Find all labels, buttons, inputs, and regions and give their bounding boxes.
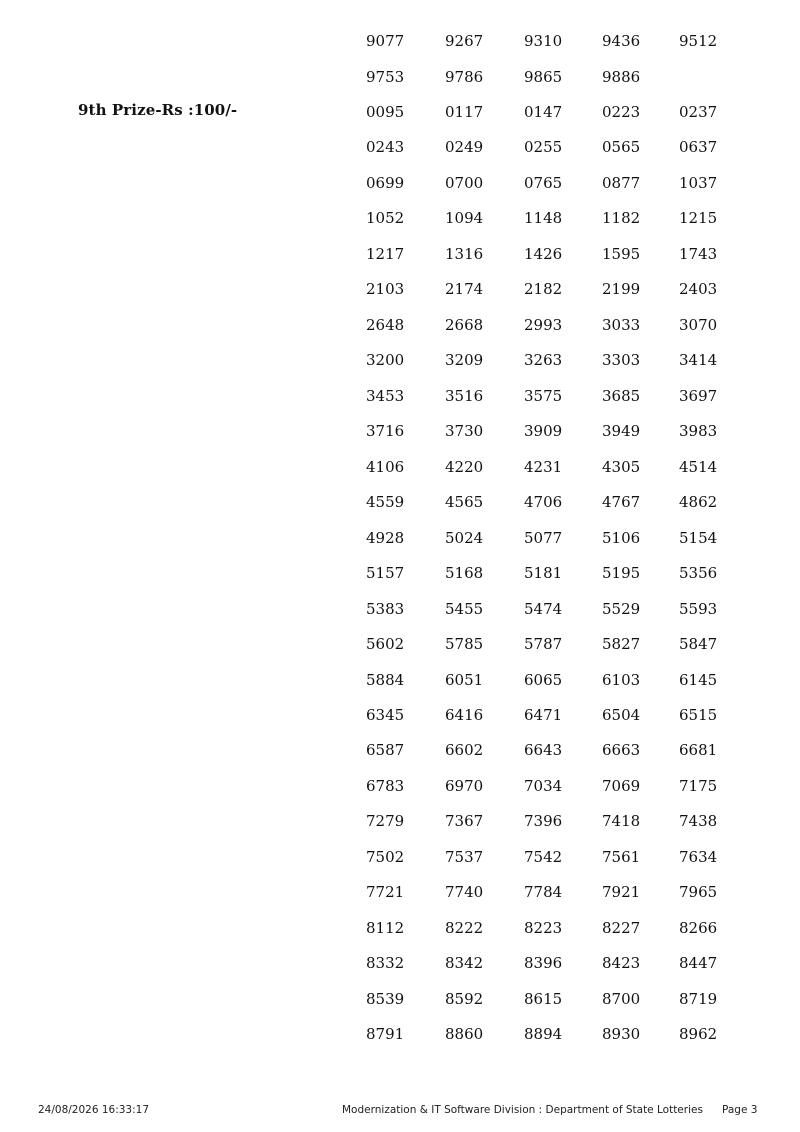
- winning-number: 2103: [366, 280, 405, 299]
- winning-number: 5602: [366, 635, 405, 653]
- winning-number: 8332: [366, 954, 405, 973]
- winning-number: 0699: [366, 173, 405, 192]
- print-timestamp: 24/08/2026 16:33:17: [38, 1104, 150, 1116]
- winning-number: 0223: [602, 102, 641, 121]
- winning-number: 9512: [679, 32, 718, 50]
- winning-number: 1094: [445, 209, 484, 228]
- winning-number: 9865: [524, 67, 563, 86]
- winning-number: 7921: [602, 883, 641, 902]
- winning-number: 6345: [366, 705, 405, 724]
- winning-number: 5077: [524, 528, 563, 547]
- winning-number: 3685: [602, 386, 641, 405]
- division-name: Modernization & IT Software Division : Department of State Lotteries: [342, 1104, 703, 1116]
- winning-number: 3303: [602, 351, 641, 370]
- winning-number: 6471: [524, 705, 563, 724]
- winning-number: 8539: [366, 989, 405, 1008]
- winning-number: 5529: [602, 599, 641, 618]
- winning-number: 7740: [445, 883, 484, 902]
- winning-number: 7721: [366, 883, 405, 902]
- winning-number: 8592: [445, 989, 484, 1008]
- winning-number: 7069: [602, 776, 641, 795]
- winning-number: 6145: [679, 670, 718, 689]
- winning-number: 8700: [602, 989, 641, 1008]
- winning-number: 6515: [679, 705, 718, 724]
- winning-number: 3575: [524, 386, 563, 405]
- winning-number: 8962: [679, 1025, 718, 1044]
- winning-number: 7965: [679, 883, 718, 902]
- number-row: [0, 492, 800, 512]
- number-row: [0, 279, 800, 299]
- number-row: [0, 705, 800, 725]
- winning-number: 4514: [679, 457, 718, 476]
- winning-number: 8342: [445, 954, 484, 973]
- winning-number: 5168: [445, 564, 484, 582]
- winning-number: 2174: [445, 280, 484, 299]
- winning-number: 8423: [602, 954, 641, 973]
- number-row: [0, 137, 800, 157]
- winning-number: 7175: [679, 776, 718, 795]
- winning-number: 7396: [524, 812, 563, 831]
- winning-number: 6587: [366, 741, 405, 760]
- winning-number: 8894: [524, 1025, 563, 1044]
- winning-number: 9436: [602, 32, 641, 50]
- winning-number: 5024: [445, 528, 484, 547]
- winning-number: 1182: [602, 209, 641, 228]
- winning-number: 7438: [679, 812, 718, 831]
- winning-number: 5884: [366, 670, 405, 689]
- winning-number: 3730: [445, 422, 484, 441]
- winning-number: 0877: [602, 173, 641, 192]
- winning-number: 3200: [366, 351, 405, 370]
- winning-number: 5383: [366, 599, 405, 618]
- winning-number: 5195: [602, 564, 641, 582]
- winning-number: 1037: [679, 173, 718, 192]
- winning-number: 1148: [524, 209, 563, 228]
- winning-number: 6681: [679, 741, 718, 760]
- winning-number: 7561: [602, 847, 641, 866]
- number-row: [0, 528, 800, 548]
- winning-number: 5787: [524, 635, 563, 653]
- winning-number: 3263: [524, 351, 563, 370]
- number-row: [0, 421, 800, 441]
- winning-number: 2648: [366, 315, 405, 334]
- page-number: Page 3: [722, 1104, 758, 1116]
- winning-number: 4231: [524, 457, 563, 476]
- winning-number: 5154: [679, 528, 718, 547]
- winning-number: 7034: [524, 776, 563, 795]
- winning-number: 8396: [524, 954, 563, 973]
- winning-number: 8266: [679, 918, 718, 937]
- winning-number: 3983: [679, 422, 718, 441]
- number-row: [0, 67, 800, 87]
- winning-number: 5474: [524, 599, 563, 618]
- winning-number: 9786: [445, 67, 484, 86]
- winning-number: 0255: [524, 138, 563, 157]
- winning-number: 0117: [445, 102, 484, 121]
- number-row: [0, 244, 800, 264]
- winning-number: 0765: [524, 173, 563, 192]
- winning-number: 7502: [366, 847, 405, 866]
- winning-number: 4220: [445, 457, 484, 476]
- winning-number: 7784: [524, 883, 563, 902]
- winning-number: 1743: [679, 244, 718, 263]
- winning-number: 5356: [679, 564, 718, 582]
- winning-number: 4928: [366, 528, 405, 547]
- winning-number: 6663: [602, 741, 641, 760]
- number-row: [0, 634, 800, 654]
- winning-number: 8930: [602, 1025, 641, 1044]
- winning-number: 3716: [366, 422, 405, 441]
- number-row: [0, 457, 800, 477]
- winning-number: 8615: [524, 989, 563, 1008]
- winning-number: 6504: [602, 705, 641, 724]
- winning-number: 6602: [445, 741, 484, 760]
- number-row: [0, 918, 800, 938]
- number-row: [0, 776, 800, 796]
- winning-number: 2993: [524, 315, 563, 334]
- number-row: [0, 315, 800, 335]
- winning-number: 4565: [445, 493, 484, 512]
- number-row: [0, 882, 800, 902]
- winning-number: 3949: [602, 422, 641, 441]
- winning-number: 2403: [679, 280, 718, 299]
- winning-number: 7537: [445, 847, 484, 866]
- number-row: [0, 953, 800, 973]
- winning-number: 5181: [524, 564, 563, 582]
- number-row: [0, 386, 800, 406]
- winning-number: 5106: [602, 528, 641, 547]
- winning-number: 3453: [366, 386, 405, 405]
- winning-number: 8227: [602, 918, 641, 937]
- winning-number: 0637: [679, 138, 718, 157]
- winning-number: 1316: [445, 244, 484, 263]
- winning-number: 6065: [524, 670, 563, 689]
- winning-number: 2668: [445, 315, 484, 334]
- winning-number: 5827: [602, 635, 641, 653]
- winning-number: 6103: [602, 670, 641, 689]
- winning-number: 1217: [366, 244, 405, 263]
- winning-number: 5455: [445, 599, 484, 618]
- winning-number: 1052: [366, 209, 405, 228]
- winning-number: 2199: [602, 280, 641, 299]
- winning-number: 0700: [445, 173, 484, 192]
- number-row: [0, 1024, 800, 1044]
- number-row: [0, 847, 800, 867]
- winning-number: 9077: [366, 32, 405, 50]
- winning-number: 9310: [524, 32, 563, 50]
- winning-number: 3033: [602, 315, 641, 334]
- winning-number: 4706: [524, 493, 563, 512]
- winning-number: 8223: [524, 918, 563, 937]
- winning-number: 1595: [602, 244, 641, 263]
- winning-number: 5785: [445, 635, 484, 653]
- winning-number: 0237: [679, 102, 718, 121]
- winning-number: 5157: [366, 564, 405, 582]
- winning-number: 3414: [679, 351, 718, 370]
- number-row: [0, 599, 800, 619]
- winning-number: 1426: [524, 244, 563, 263]
- winning-number: 3909: [524, 422, 563, 441]
- winning-number: 6416: [445, 705, 484, 724]
- winning-number: 9886: [602, 67, 641, 86]
- winning-number: 7542: [524, 847, 563, 866]
- number-row: [0, 102, 800, 122]
- winning-number: 4305: [602, 457, 641, 476]
- winning-number: 7367: [445, 812, 484, 831]
- winning-number: 9753: [366, 67, 405, 86]
- winning-number: 3697: [679, 386, 718, 405]
- winning-number: 6643: [524, 741, 563, 760]
- winning-number: 0243: [366, 138, 405, 157]
- winning-number: 5847: [679, 635, 718, 653]
- winning-number: 8112: [366, 918, 405, 937]
- winning-number: 8447: [679, 954, 718, 973]
- winning-number: 3516: [445, 386, 484, 405]
- prize-label: 9th Prize-Rs :100/-: [78, 101, 238, 119]
- number-row: [0, 350, 800, 370]
- winning-number: 2182: [524, 280, 563, 299]
- winning-number: 4106: [366, 457, 405, 476]
- winning-number: 5593: [679, 599, 718, 618]
- winning-number: 6783: [366, 776, 405, 795]
- winning-number: 7279: [366, 812, 405, 831]
- winning-number: 0095: [366, 102, 405, 121]
- winning-number: 4559: [366, 493, 405, 512]
- number-row: [0, 811, 800, 831]
- winning-number: 1215: [679, 209, 718, 228]
- number-row: [0, 670, 800, 690]
- number-row: [0, 173, 800, 193]
- winning-number: 4862: [679, 493, 718, 512]
- number-row: [0, 208, 800, 228]
- winning-number: 3209: [445, 351, 484, 370]
- number-row: [0, 563, 800, 583]
- number-row: [0, 740, 800, 760]
- winning-number: 8791: [366, 1025, 405, 1044]
- winning-number: 7634: [679, 847, 718, 866]
- number-row: [0, 989, 800, 1009]
- winning-number: 0565: [602, 138, 641, 157]
- winning-number: 7418: [602, 812, 641, 831]
- winning-number: 9267: [445, 32, 484, 50]
- winning-number: 8719: [679, 989, 718, 1008]
- winning-number: 6970: [445, 776, 484, 795]
- winning-number: 4767: [602, 493, 641, 512]
- winning-number: 0147: [524, 102, 563, 121]
- winning-number: 3070: [679, 315, 718, 334]
- winning-number: 8222: [445, 918, 484, 937]
- winning-number: 8860: [445, 1025, 484, 1044]
- number-row: [0, 31, 800, 51]
- winning-number: 0249: [445, 138, 484, 157]
- winning-number: 6051: [445, 670, 484, 689]
